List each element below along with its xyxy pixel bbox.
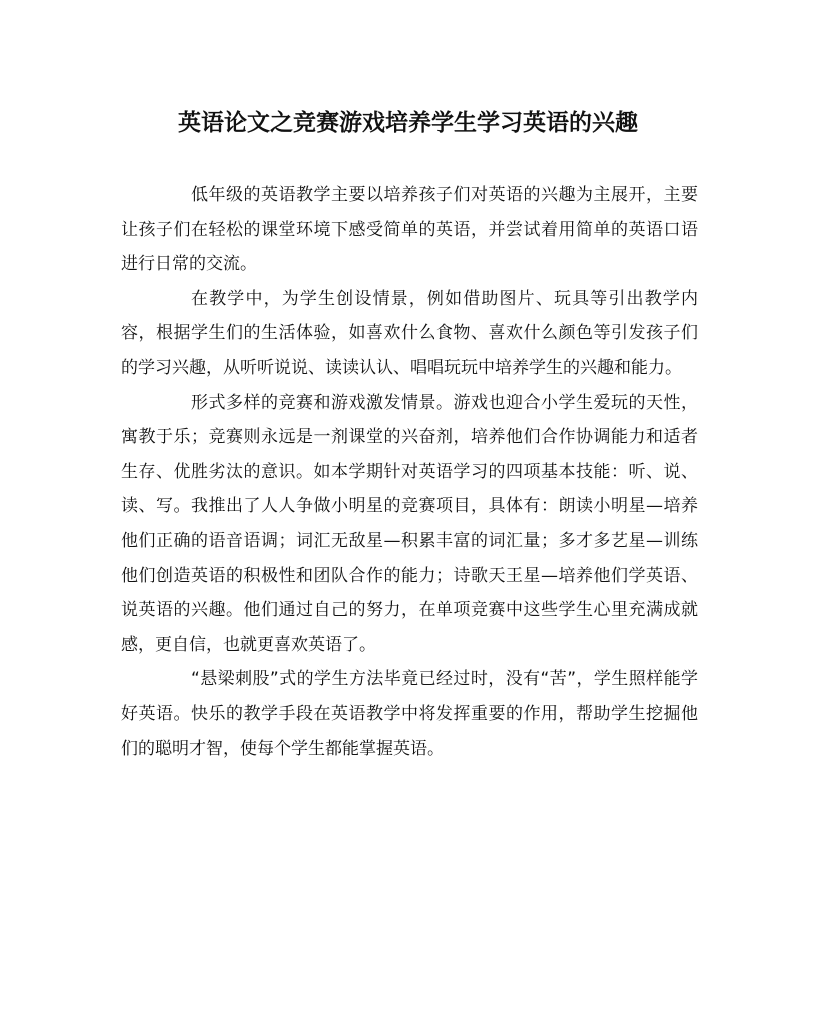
paragraph-intro: 低年级的英语教学主要以培养孩子们对英语的兴趣为主展开，主要让孩子们在轻松的课堂环境下感受简单的英语，并尝试着用简单的英语口语进行日常的交流。 bbox=[121, 185, 698, 275]
paragraph-conclusion: “悬梁刺股”式的学生方法毕竟已经过时，没有“苦”，学生照样能学好英语。快乐的教学手段在英语教学中将发挥重要的作用，帮助学生挖掘他们的聪明才智，使每个学生都能掌握英语。 bbox=[121, 669, 698, 759]
document-body bbox=[121, 178, 698, 766]
paragraph-scenarios: 在教学中，为学生创设情景，例如借助图片、玩具等引出教学内容，根据学生们的生活体验，如喜欢什么食物、喜欢什么颜色等引发孩子们的学习兴趣，从听听说说、读读认认、唱唱玩玩中培养学生的兴趣和能力。 bbox=[121, 288, 698, 378]
document-title: 英语论文之竞赛游戏培养学生学习英语的兴趣 bbox=[178, 109, 638, 136]
paragraph-competitions: 形式多样的竞赛和游戏激发情景。游戏也迎合小学生爱玩的天性，寓教于乐；竞赛则永远是一剂课堂的兴奋剂，培养他们合作协调能力和适者生存、优胜劣汰的意识。如本学期针对英语学习的四项基本技能：听、说、读、写。我推出了人人争做小明星的竞赛项目，具体有：朗读小明星—培养他们正确的语音语调；词汇无敌星—积累丰富的词汇量；多才多艺星—训练他们创造英语的积极性和团队合作的能力；诗歌天王星—培养他们学英语、说英语的兴趣。他们通过自己的努力，在单项竞赛中这些学生心里充满成就感，更自信，也就更喜欢英语了。 bbox=[121, 392, 698, 655]
